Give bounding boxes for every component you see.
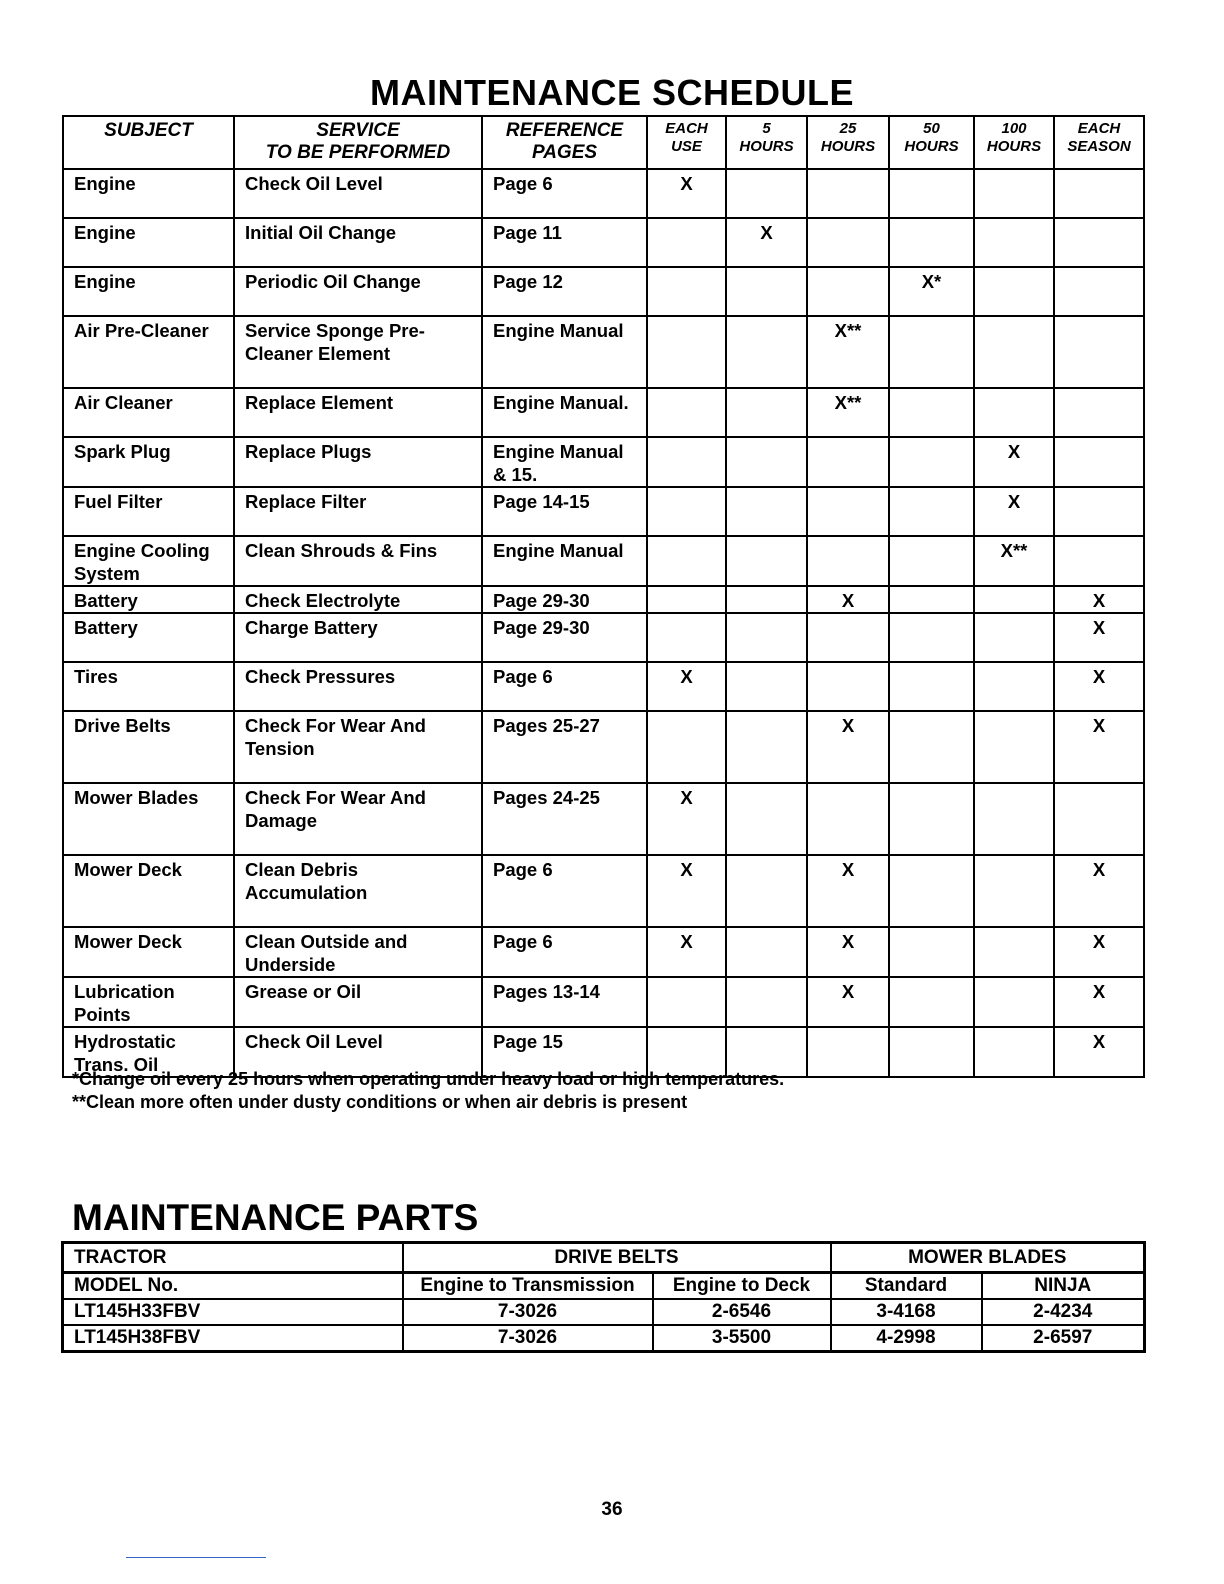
twenty-five-hours-mark bbox=[807, 536, 889, 586]
each-season-mark: X bbox=[1054, 711, 1144, 783]
service-cell: Check Electrolyte bbox=[234, 586, 482, 613]
each-use-mark bbox=[647, 536, 726, 586]
service-cell: Replace Plugs bbox=[234, 437, 482, 487]
five-hours-mark bbox=[726, 927, 807, 977]
each-season-mark bbox=[1054, 783, 1144, 855]
reference-cell: Page 29-30 bbox=[482, 613, 647, 662]
each-use-mark: X bbox=[647, 855, 726, 927]
service-cell: Initial Oil Change bbox=[234, 218, 482, 267]
five-hours-mark bbox=[726, 855, 807, 927]
fifty-hours-mark bbox=[889, 977, 974, 1027]
service-cell: Check For Wear And Damage bbox=[234, 783, 482, 855]
reference-cell: Page 6 bbox=[482, 927, 647, 977]
subject-cell: Mower Deck bbox=[63, 927, 234, 977]
schedule-row bbox=[63, 613, 1144, 662]
five-hours-mark: X bbox=[726, 218, 807, 267]
fifty-hours-mark bbox=[889, 1027, 974, 1077]
reference-cell: Page 14-15 bbox=[482, 487, 647, 536]
subject-cell: Air Cleaner bbox=[63, 388, 234, 437]
header-mower-blades: MOWER BLADES bbox=[831, 1243, 1145, 1273]
each-use-mark: X bbox=[647, 662, 726, 711]
fifty-hours-mark bbox=[889, 169, 974, 218]
each-use-mark: X bbox=[647, 169, 726, 218]
hundred-hours-mark: X** bbox=[974, 536, 1054, 586]
each-season-mark bbox=[1054, 388, 1144, 437]
fifty-hours-mark bbox=[889, 218, 974, 267]
hundred-hours-mark bbox=[974, 267, 1054, 316]
subject-cell: Air Pre-Cleaner bbox=[63, 316, 234, 388]
service-cell: Periodic Oil Change bbox=[234, 267, 482, 316]
twenty-five-hours-mark bbox=[807, 487, 889, 536]
reference-cell: Engine Manual & 15. bbox=[482, 437, 647, 487]
schedule-row bbox=[63, 783, 1144, 855]
five-hours-mark bbox=[726, 586, 807, 613]
twenty-five-hours-mark: X bbox=[807, 586, 889, 613]
each-use-mark bbox=[647, 388, 726, 437]
hundred-hours-mark bbox=[974, 977, 1054, 1027]
fifty-hours-mark bbox=[889, 662, 974, 711]
header-tractor: TRACTOR bbox=[63, 1243, 403, 1273]
each-season-mark bbox=[1054, 267, 1144, 316]
each-use-mark bbox=[647, 586, 726, 613]
schedule-row bbox=[63, 267, 1144, 316]
page-number: 36 bbox=[601, 1499, 623, 1520]
parts-title: MAINTENANCE PARTS bbox=[72, 1197, 479, 1238]
service-cell: Clean Debris Accumulation bbox=[234, 855, 482, 927]
hundred-hours-mark bbox=[974, 855, 1054, 927]
each-season-mark: X bbox=[1054, 927, 1144, 977]
five-hours-mark bbox=[726, 316, 807, 388]
reference-cell: Page 11 bbox=[482, 218, 647, 267]
fifty-hours-mark bbox=[889, 855, 974, 927]
each-use-mark bbox=[647, 218, 726, 267]
reference-cell: Page 12 bbox=[482, 267, 647, 316]
twenty-five-hours-mark: X bbox=[807, 855, 889, 927]
schedule-header-row bbox=[63, 116, 1144, 169]
hundred-hours-mark bbox=[974, 711, 1054, 783]
hundred-hours-mark bbox=[974, 662, 1054, 711]
header-service: SERVICE TO BE PERFORMED bbox=[234, 116, 482, 169]
service-cell: Service Sponge Pre-Cleaner Element bbox=[234, 316, 482, 388]
service-cell: Replace Filter bbox=[234, 487, 482, 536]
hundred-hours-mark bbox=[974, 586, 1054, 613]
each-use-mark bbox=[647, 267, 726, 316]
fifty-hours-mark bbox=[889, 711, 974, 783]
parts-sub-header-row bbox=[63, 1273, 1145, 1300]
each-use-mark bbox=[647, 977, 726, 1027]
each-season-mark bbox=[1054, 316, 1144, 388]
fifty-hours-mark bbox=[889, 613, 974, 662]
subject-cell: Engine bbox=[63, 169, 234, 218]
reference-cell: Page 6 bbox=[482, 662, 647, 711]
bottom-rule bbox=[126, 1557, 266, 1558]
schedule-row bbox=[63, 711, 1144, 783]
twenty-five-hours-mark bbox=[807, 662, 889, 711]
fifty-hours-mark bbox=[889, 388, 974, 437]
subject-cell: Spark Plug bbox=[63, 437, 234, 487]
five-hours-mark bbox=[726, 711, 807, 783]
header-reference: REFERENCE PAGES bbox=[482, 116, 647, 169]
twenty-five-hours-mark: X** bbox=[807, 316, 889, 388]
subject-cell: Mower Deck bbox=[63, 855, 234, 927]
parts-row bbox=[63, 1325, 1145, 1352]
service-cell: Check Pressures bbox=[234, 662, 482, 711]
maintenance-parts-table bbox=[61, 1241, 1146, 1353]
fifty-hours-mark: X* bbox=[889, 267, 974, 316]
engine-to-deck-cell: 2-6546 bbox=[653, 1299, 831, 1325]
header-each-use: EACH USE bbox=[647, 116, 726, 169]
twenty-five-hours-mark bbox=[807, 1027, 889, 1077]
fifty-hours-mark bbox=[889, 927, 974, 977]
hundred-hours-mark bbox=[974, 218, 1054, 267]
twenty-five-hours-mark bbox=[807, 613, 889, 662]
twenty-five-hours-mark bbox=[807, 218, 889, 267]
ninja-blade-cell: 2-4234 bbox=[982, 1299, 1145, 1325]
each-season-mark: X bbox=[1054, 855, 1144, 927]
each-use-mark bbox=[647, 487, 726, 536]
service-cell: Replace Element bbox=[234, 388, 482, 437]
fifty-hours-mark bbox=[889, 487, 974, 536]
hundred-hours-mark bbox=[974, 783, 1054, 855]
reference-cell: Page 15 bbox=[482, 1027, 647, 1077]
header-model-no: MODEL No. bbox=[63, 1273, 403, 1300]
reference-cell: Page 29-30 bbox=[482, 586, 647, 613]
schedule-row bbox=[63, 169, 1144, 218]
each-use-mark bbox=[647, 316, 726, 388]
schedule-row bbox=[63, 388, 1144, 437]
each-use-mark: X bbox=[647, 927, 726, 977]
schedule-row bbox=[63, 316, 1144, 388]
each-season-mark: X bbox=[1054, 613, 1144, 662]
subject-cell: Engine Cooling System bbox=[63, 536, 234, 586]
twenty-five-hours-mark: X bbox=[807, 927, 889, 977]
header-50-hours: 50 HOURS bbox=[889, 116, 974, 169]
engine-to-transmission-cell: 7-3026 bbox=[403, 1299, 653, 1325]
five-hours-mark bbox=[726, 783, 807, 855]
hundred-hours-mark bbox=[974, 927, 1054, 977]
subject-cell: Mower Blades bbox=[63, 783, 234, 855]
parts-row bbox=[63, 1299, 1145, 1325]
schedule-row bbox=[63, 977, 1144, 1027]
header-5-hours: 5 HOURS bbox=[726, 116, 807, 169]
reference-cell: Page 6 bbox=[482, 855, 647, 927]
fifty-hours-mark bbox=[889, 316, 974, 388]
five-hours-mark bbox=[726, 613, 807, 662]
twenty-five-hours-mark bbox=[807, 783, 889, 855]
service-cell: Check For Wear And Tension bbox=[234, 711, 482, 783]
subject-cell: Engine bbox=[63, 267, 234, 316]
five-hours-mark bbox=[726, 169, 807, 218]
schedule-row bbox=[63, 536, 1144, 586]
header-25-hours: 25 HOURS bbox=[807, 116, 889, 169]
subject-cell: Fuel Filter bbox=[63, 487, 234, 536]
each-season-mark bbox=[1054, 487, 1144, 536]
twenty-five-hours-mark bbox=[807, 267, 889, 316]
hundred-hours-mark: X bbox=[974, 437, 1054, 487]
maintenance-schedule-table bbox=[62, 115, 1145, 1078]
header-subject: SUBJECT bbox=[63, 116, 234, 169]
five-hours-mark bbox=[726, 536, 807, 586]
parts-group-header-row bbox=[63, 1243, 1145, 1273]
standard-blade-cell: 4-2998 bbox=[831, 1325, 982, 1352]
footnote-double-asterisk: **Clean more often under dusty conditions or when air debris is present bbox=[72, 1092, 688, 1112]
hundred-hours-mark bbox=[974, 613, 1054, 662]
each-season-mark: X bbox=[1054, 662, 1144, 711]
ninja-blade-cell: 2-6597 bbox=[982, 1325, 1145, 1352]
footnote-single-asterisk: *Change oil every 25 hours when operating under heavy load or high temperatures. bbox=[72, 1069, 785, 1089]
subject-cell: Lubrication Points bbox=[63, 977, 234, 1027]
service-cell: Grease or Oil bbox=[234, 977, 482, 1027]
five-hours-mark bbox=[726, 437, 807, 487]
five-hours-mark bbox=[726, 267, 807, 316]
five-hours-mark bbox=[726, 662, 807, 711]
engine-to-deck-cell: 3-5500 bbox=[653, 1325, 831, 1352]
each-season-mark bbox=[1054, 437, 1144, 487]
each-season-mark bbox=[1054, 536, 1144, 586]
reference-cell: Engine Manual bbox=[482, 536, 647, 586]
hundred-hours-mark bbox=[974, 388, 1054, 437]
header-engine-to-transmission: Engine to Transmission bbox=[403, 1273, 653, 1300]
twenty-five-hours-mark: X** bbox=[807, 388, 889, 437]
subject-cell: Hydrostatic Trans. Oil bbox=[63, 1027, 234, 1077]
each-use-mark: X bbox=[647, 783, 726, 855]
each-use-mark bbox=[647, 437, 726, 487]
schedule-title: MAINTENANCE SCHEDULE bbox=[369, 72, 854, 113]
five-hours-mark bbox=[726, 388, 807, 437]
header-ninja: NINJA bbox=[982, 1273, 1145, 1300]
model-cell: LT145H33FBV bbox=[63, 1299, 403, 1325]
each-use-mark bbox=[647, 613, 726, 662]
fifty-hours-mark bbox=[889, 437, 974, 487]
model-cell: LT145H38FBV bbox=[63, 1325, 403, 1352]
subject-cell: Drive Belts bbox=[63, 711, 234, 783]
schedule-footnotes bbox=[72, 1068, 784, 1114]
twenty-five-hours-mark: X bbox=[807, 711, 889, 783]
fifty-hours-mark bbox=[889, 536, 974, 586]
standard-blade-cell: 3-4168 bbox=[831, 1299, 982, 1325]
reference-cell: Engine Manual. bbox=[482, 388, 647, 437]
service-cell: Check Oil Level bbox=[234, 1027, 482, 1077]
schedule-row bbox=[63, 437, 1144, 487]
subject-cell: Tires bbox=[63, 662, 234, 711]
service-cell: Check Oil Level bbox=[234, 169, 482, 218]
schedule-row bbox=[63, 218, 1144, 267]
twenty-five-hours-mark bbox=[807, 169, 889, 218]
twenty-five-hours-mark: X bbox=[807, 977, 889, 1027]
reference-cell: Engine Manual bbox=[482, 316, 647, 388]
reference-cell: Pages 25-27 bbox=[482, 711, 647, 783]
engine-to-transmission-cell: 7-3026 bbox=[403, 1325, 653, 1352]
schedule-row bbox=[63, 855, 1144, 927]
schedule-row bbox=[63, 487, 1144, 536]
hundred-hours-mark bbox=[974, 316, 1054, 388]
five-hours-mark bbox=[726, 487, 807, 536]
schedule-row bbox=[63, 662, 1144, 711]
reference-cell: Pages 24-25 bbox=[482, 783, 647, 855]
service-cell: Clean Outside and Underside bbox=[234, 927, 482, 977]
reference-cell: Pages 13-14 bbox=[482, 977, 647, 1027]
fifty-hours-mark bbox=[889, 783, 974, 855]
header-each-season: EACH SEASON bbox=[1054, 116, 1144, 169]
hundred-hours-mark bbox=[974, 169, 1054, 218]
schedule-row bbox=[63, 927, 1144, 977]
hundred-hours-mark bbox=[974, 1027, 1054, 1077]
header-standard: Standard bbox=[831, 1273, 982, 1300]
each-season-mark: X bbox=[1054, 586, 1144, 613]
each-season-mark: X bbox=[1054, 977, 1144, 1027]
reference-cell: Page 6 bbox=[482, 169, 647, 218]
subject-cell: Battery bbox=[63, 613, 234, 662]
fifty-hours-mark bbox=[889, 586, 974, 613]
hundred-hours-mark: X bbox=[974, 487, 1054, 536]
header-engine-to-deck: Engine to Deck bbox=[653, 1273, 831, 1300]
header-100-hours: 100 HOURS bbox=[974, 116, 1054, 169]
subject-cell: Engine bbox=[63, 218, 234, 267]
twenty-five-hours-mark bbox=[807, 437, 889, 487]
each-use-mark bbox=[647, 711, 726, 783]
subject-cell: Battery bbox=[63, 586, 234, 613]
service-cell: Clean Shrouds & Fins bbox=[234, 536, 482, 586]
each-season-mark bbox=[1054, 218, 1144, 267]
header-drive-belts: DRIVE BELTS bbox=[403, 1243, 831, 1273]
five-hours-mark bbox=[726, 977, 807, 1027]
service-cell: Charge Battery bbox=[234, 613, 482, 662]
schedule-body bbox=[63, 169, 1144, 1077]
schedule-row bbox=[63, 586, 1144, 613]
each-season-mark: X bbox=[1054, 1027, 1144, 1077]
each-season-mark bbox=[1054, 169, 1144, 218]
